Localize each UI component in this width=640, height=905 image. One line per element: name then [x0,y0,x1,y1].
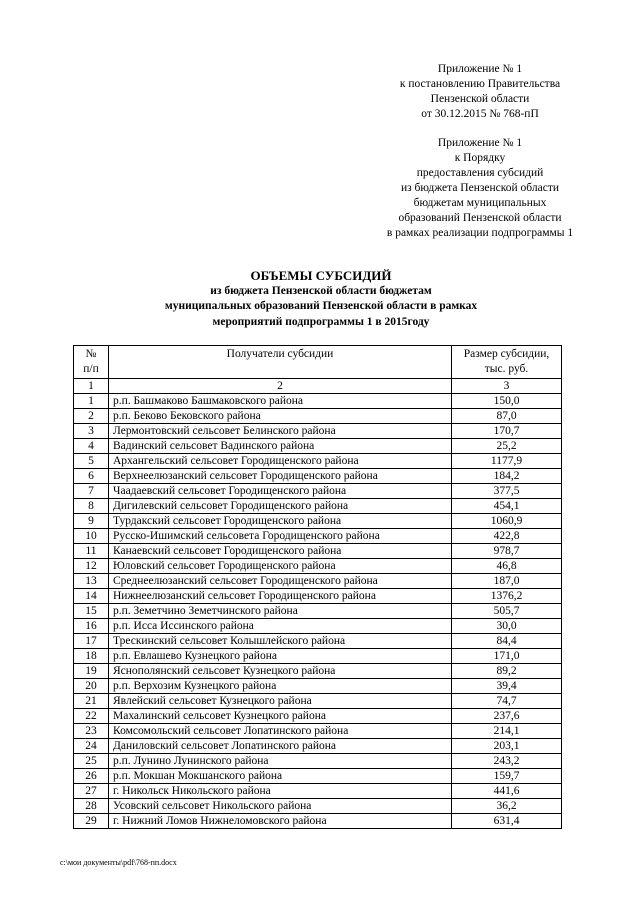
row-num-cell: 8 [74,499,109,514]
row-num-cell: 29 [74,814,109,829]
row-num-cell: 6 [74,469,109,484]
row-num-cell: 2 [74,409,109,424]
title-line: ОБЪЕМЫ СУБСИДИЙ [250,268,392,283]
table-row [74,724,562,739]
row-value-cell: 454,1 [452,499,562,514]
table-row [74,694,562,709]
row-value-cell: 171,0 [452,649,562,664]
table-row [74,469,562,484]
row-value-cell: 214,1 [452,724,562,739]
row-value-cell: 377,5 [452,484,562,499]
header-line: предоставления субсидий [416,167,544,179]
header-line: к Порядку [454,152,506,164]
index-cell: 3 [452,379,562,394]
table-row [74,679,562,694]
header-line: от 30.12.2015 № 768-пП [421,108,539,120]
row-num-cell: 5 [74,454,109,469]
row-recipient-cell: Верхнеелюзанский сельсовет Городищенского района [109,469,452,484]
table-index-row [74,379,562,394]
table-row [74,739,562,754]
row-num-cell: 24 [74,739,109,754]
row-num-cell: 11 [74,544,109,559]
row-num-cell: 25 [74,754,109,769]
row-recipient-cell: Турдакский сельсовет Городищенского района [109,514,452,529]
table-row [74,634,562,649]
row-value-cell: 631,4 [452,814,562,829]
row-value-cell: 159,7 [452,769,562,784]
title-line: из бюджета Пензенской области бюджетам [210,284,432,297]
row-value-cell: 74,7 [452,694,562,709]
row-value-cell: 89,2 [452,664,562,679]
table-row [74,409,562,424]
row-value-cell: 203,1 [452,739,562,754]
table-row [74,589,562,604]
row-num-cell: 12 [74,559,109,574]
table-row [74,424,562,439]
appendix-header-order [360,136,600,241]
table-header-row [74,346,562,379]
row-value-cell: 36,2 [452,799,562,814]
row-value-cell: 978,7 [452,544,562,559]
row-value-cell: 39,4 [452,679,562,694]
table-row [74,799,562,814]
row-recipient-cell: Явлейский сельсовет Кузнецкого района [109,694,452,709]
row-recipient-cell: р.п. Лунино Лунинского района [109,754,452,769]
row-value-cell: 30,0 [452,619,562,634]
header-line: Приложение № 1 [437,63,523,75]
row-recipient-cell: р.п. Земетчино Земетчинского района [109,604,452,619]
row-recipient-cell: р.п. Верхозим Кузнецкого района [109,679,452,694]
row-value-cell: 1177,9 [452,454,562,469]
row-num-cell: 17 [74,634,109,649]
row-recipient-cell: г. Нижний Ломов Нижнеломовского района [109,814,452,829]
row-num-cell: 26 [74,769,109,784]
row-value-cell: 150,0 [452,394,562,409]
row-value-cell: 243,2 [452,754,562,769]
row-value-cell: 170,7 [452,424,562,439]
row-num-cell: 7 [74,484,109,499]
row-recipient-cell: Нижнеелюзанский сельсовет Городищенского района [109,589,452,604]
header-num-cell [74,346,109,379]
row-num-cell: 9 [74,514,109,529]
header-line: Пензенской области [430,93,530,105]
table-row [74,784,562,799]
row-recipient-cell: Лермонтовский сельсовет Белинского района [109,424,452,439]
header-value-cell [452,346,562,379]
header-num-line: п/п [83,363,99,375]
row-recipient-cell: р.п. Беково Бековского района [109,409,452,424]
header-line: образований Пензенской области [398,212,562,224]
row-num-cell: 16 [74,619,109,634]
row-recipient-cell: Канаевский сельсовет Городищенского района [109,544,452,559]
row-recipient-cell: Даниловский сельсовет Лопатинского района [109,739,452,754]
row-num-cell: 4 [74,439,109,454]
header-recipient-cell: Получатели субсидии [109,346,452,379]
row-value-cell: 46,8 [452,559,562,574]
row-recipient-cell: Махалинский сельсовет Кузнецкого района [109,709,452,724]
table-row [74,559,562,574]
row-num-cell: 27 [74,784,109,799]
row-recipient-cell: р.п. Евлашево Кузнецкого района [109,649,452,664]
row-recipient-cell: р.п. Башмаково Башмаковского района [109,394,452,409]
row-num-cell: 14 [74,589,109,604]
appendix-header-government [360,62,600,122]
row-value-cell: 87,0 [452,409,562,424]
table-row [74,514,562,529]
row-value-cell: 422,8 [452,529,562,544]
index-cell: 1 [74,379,109,394]
row-recipient-cell: Усовский сельсовет Никольского района [109,799,452,814]
row-num-cell: 19 [74,664,109,679]
title-line: мероприятий подпрограммы 1 в 2015году [212,315,430,328]
header-line: из бюджета Пензенской области [400,182,560,194]
table-row [74,604,562,619]
row-recipient-cell: Дигилевский сельсовет Городищенского района [109,499,452,514]
row-recipient-cell: Яснополянский сельсовет Кузнецкого района [109,664,452,679]
row-value-cell: 441,6 [452,784,562,799]
row-recipient-cell: Русско-Ишимский сельсовета Городищенского района [109,529,452,544]
row-num-cell: 13 [74,574,109,589]
row-num-cell: 22 [74,709,109,724]
row-recipient-cell: Комсомольский сельсовет Лопатинского района [109,724,452,739]
table-row [74,544,562,559]
table-row [74,484,562,499]
table-row [74,499,562,514]
row-value-cell: 1060,9 [452,514,562,529]
table-row [74,619,562,634]
table-row [74,574,562,589]
row-num-cell: 1 [74,394,109,409]
row-recipient-cell: Архангельский сельсовет Городищенского района [109,454,452,469]
row-recipient-cell: Вадинский сельсовет Вадинского района [109,439,452,454]
title-line: муниципальных образований Пензенской области в рамках [164,300,478,312]
header-line: бюджетам муниципальных [413,197,547,209]
table-row [74,814,562,829]
header-num-line: № [85,348,97,360]
index-cell: 2 [109,379,452,394]
table-row [74,649,562,664]
row-recipient-cell: Чаадаевский сельсовет Городищенского района [109,484,452,499]
row-value-cell: 84,4 [452,634,562,649]
table-row [74,394,562,409]
table-row [74,529,562,544]
row-num-cell: 18 [74,649,109,664]
row-num-cell: 15 [74,604,109,619]
table-row [74,709,562,724]
row-recipient-cell: Трескинский сельсовет Колышлейского района [109,634,452,649]
header-value-line: Размер субсидии, [463,348,550,360]
subsidies-table [73,345,562,829]
row-recipient-cell: Юловский сельсовет Городищенского района [109,559,452,574]
row-num-cell: 3 [74,424,109,439]
row-recipient-cell: р.п. Мокшан Мокшанского района [109,769,452,784]
table-row [74,454,562,469]
row-recipient-cell: Среднеелюзанский сельсовет Городищенского района [109,574,452,589]
row-value-cell: 25,2 [452,439,562,454]
header-line: к постановлению Правительства [399,78,561,90]
row-value-cell: 505,7 [452,604,562,619]
row-num-cell: 10 [74,529,109,544]
header-value-line: тыс. руб. [484,363,529,375]
row-num-cell: 20 [74,679,109,694]
row-num-cell: 21 [74,694,109,709]
row-value-cell: 187,0 [452,574,562,589]
document-title [80,268,562,330]
row-recipient-cell: р.п. Исса Иссинского района [109,619,452,634]
table-row [74,664,562,679]
header-line: Приложение № 1 [437,137,523,149]
header-line: в рамках реализации подпрограммы 1 [386,227,574,239]
row-value-cell: 1376,2 [452,589,562,604]
footer-file-path: c:\мои документы\pdf\768-пп.docx [60,858,177,867]
row-value-cell: 184,2 [452,469,562,484]
row-num-cell: 23 [74,724,109,739]
table-row [74,439,562,454]
row-recipient-cell: г. Никольск Никольского района [109,784,452,799]
row-num-cell: 28 [74,799,109,814]
table-row [74,754,562,769]
row-value-cell: 237,6 [452,709,562,724]
table-row [74,769,562,784]
